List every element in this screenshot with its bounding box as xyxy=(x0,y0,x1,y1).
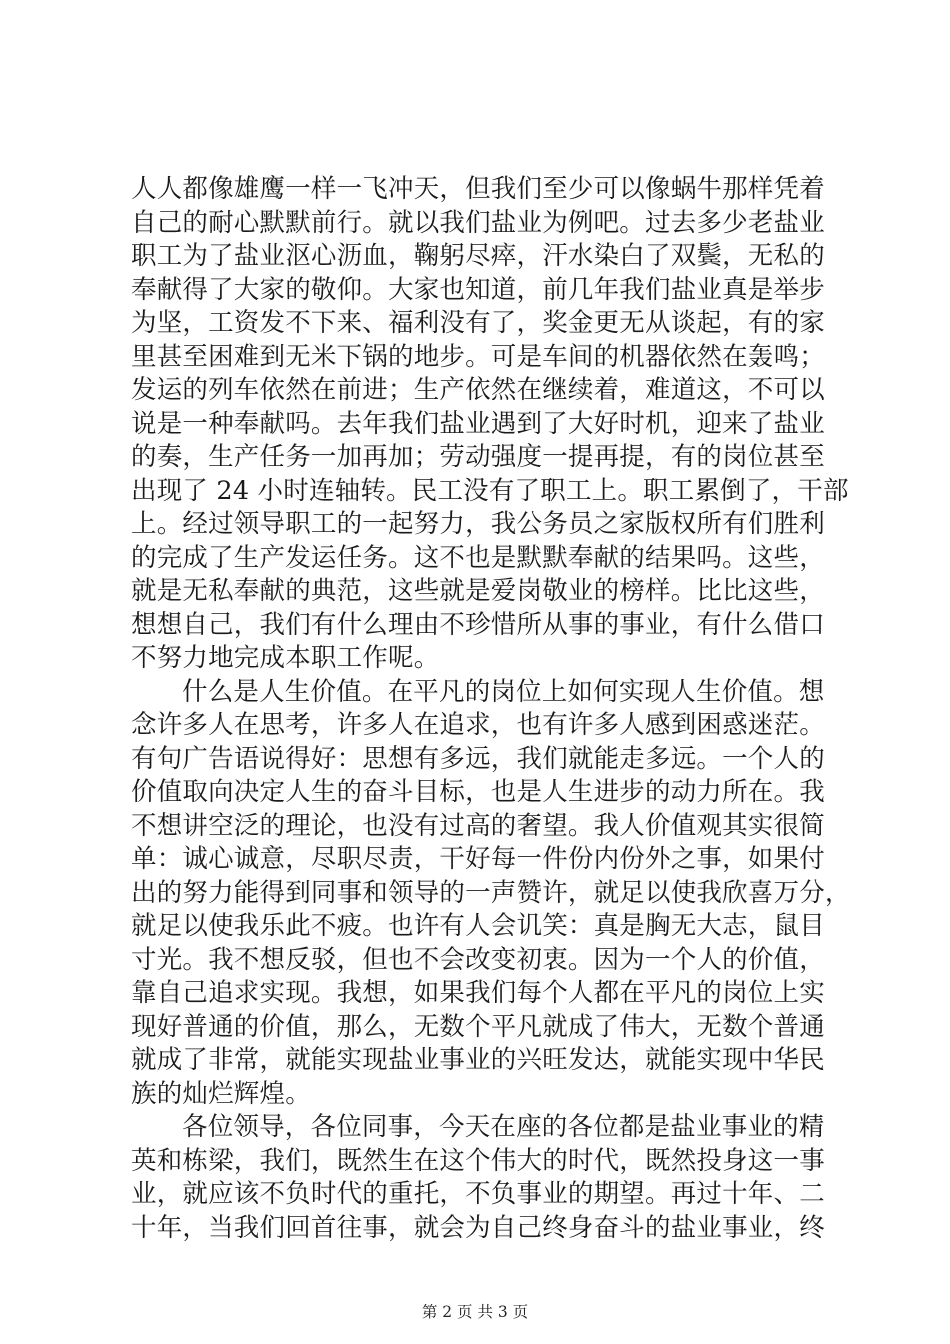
text-line: 现好普通的价值，那么，无数个平凡就成了伟大，无数个普通 xyxy=(131,1011,825,1042)
text-line: 出现了 24 小时连轴转。民工没有了职工上。职工累倒了，干部 xyxy=(131,475,849,506)
text-line: 族的灿烂辉煌。 xyxy=(131,1078,311,1109)
text-line: 有句广告语说得好：思想有多远，我们就能走多远。一个人的 xyxy=(131,743,825,774)
text-line: 不想讲空泛的理论，也没有过高的奢望。我人价值观其实很简 xyxy=(131,810,825,841)
text-line: 就成了非常，就能实现盐业事业的兴旺发达，就能实现中华民 xyxy=(131,1045,825,1075)
text-line: 念许多人在思考，许多人在追求，也有许多人感到困惑迷茫。 xyxy=(131,710,825,740)
text-line: 上。经过领导职工的一起努力，我公务员之家版权所有们胜利 xyxy=(131,509,825,539)
text-line: 的奏，生产任务一加再加；劳动强度一提再提，有的岗位甚至 xyxy=(131,442,825,472)
text-line: 为坚，工资发不下来、福利没有了，奖金更无从谈起，有的家 xyxy=(131,308,825,338)
text-line: 十年，当我们回首往事，就会为自己终身奋斗的盐业事业，终 xyxy=(131,1212,825,1243)
page-number-footer: 第 2 页 共 3 页 xyxy=(421,1303,529,1321)
text-line: 靠自己追求实现。我想，如果我们每个人都在平凡的岗位上实 xyxy=(131,978,825,1008)
text-line: 奉献得了大家的敬仰。大家也知道，前几年我们盐业真是举步 xyxy=(131,274,825,305)
text-line: 各位领导，各位同事，今天在座的各位都是盐业事业的精 xyxy=(182,1112,825,1142)
text-line: 的完成了生产发运任务。这不也是默默奉献的结果吗。这些， xyxy=(131,542,825,573)
text-line: 单：诚心诚意，尽职尽责，干好每一件份内份外之事，如果付 xyxy=(131,844,825,874)
text-line: 寸光。我不想反驳，但也不会改变初衷。因为一个人的价值， xyxy=(131,944,825,975)
text-line: 就是无私奉献的典范，这些就是爱岗敬业的榜样。比比这些， xyxy=(131,576,825,606)
text-line: 说是一种奉献吗。去年我们盐业遇到了大好时机，迎来了盐业 xyxy=(131,408,825,439)
text-line: 职工为了盐业沤心沥血，鞠躬尽瘁，汗水染白了双鬓，无私的 xyxy=(131,241,825,271)
text-line: 英和栋梁，我们，既然生在这个伟大的时代，既然投身这一事 xyxy=(131,1145,825,1176)
text-line: 自己的耐心默默前行。就以我们盐业为例吧。过去多少老盐业 xyxy=(131,207,825,238)
text-line: 想想自己，我们有什么理由不珍惜所从事的事业，有什么借口 xyxy=(131,609,825,640)
text-line: 里甚至困难到无米下锅的地步。可是车间的机器依然在轰鸣； xyxy=(131,341,825,372)
text-line: 价值取向决定人生的奋斗目标，也是人生进步的动力所在。我 xyxy=(131,777,825,807)
document-body xyxy=(131,173,851,1245)
text-line: 发运的列车依然在前进；生产依然在继续着，难道这，不可以 xyxy=(131,375,825,405)
text-line: 不努力地完成本职工作呢。 xyxy=(131,643,440,673)
text-line: 业，就应该不负时代的重托，不负事业的期望。再过十年、二 xyxy=(131,1179,825,1209)
text-line: 出的努力能得到同事和领导的一声赞许，就足以使我欣喜万分， xyxy=(131,877,851,908)
text-line: 人人都像雄鹰一样一飞冲天，但我们至少可以像蜗牛那样凭着 xyxy=(131,174,825,204)
text-line: 就足以使我乐此不疲。也许有人会讥笑：真是胸无大志，鼠目 xyxy=(131,911,825,941)
text-line: 什么是人生价值。在平凡的岗位上如何实现人生价值。想 xyxy=(182,676,825,707)
